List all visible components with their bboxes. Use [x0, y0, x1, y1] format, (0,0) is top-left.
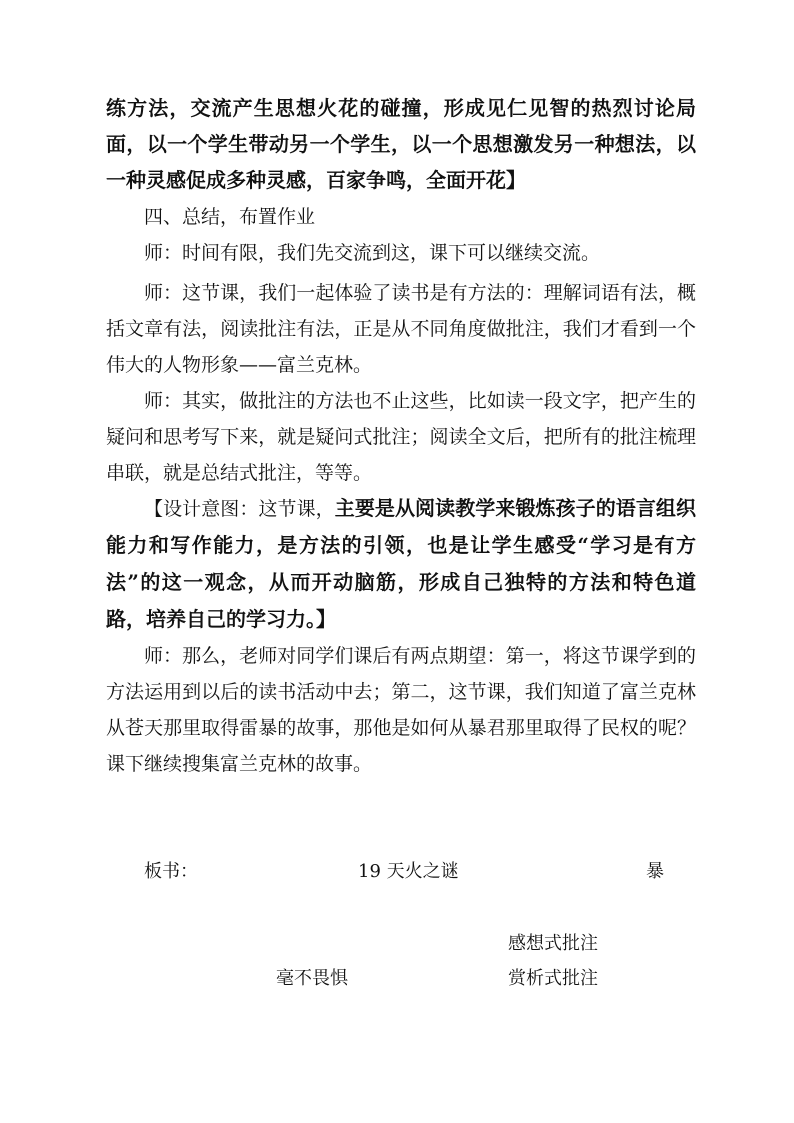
design-intent-body: 主要是从阅读教学来锻炼孩子的语言组织能力和写作能力，是方法的引领，也是让学生感受“学习是有方法”的这一观念，从而开动脑筋，形成自己独特的方法和特色道路，培养自己的学习力。】	[106, 496, 696, 631]
paragraph-teacher-time-limited: 师：时间有限，我们先交流到这，课下可以继续交流。	[144, 242, 601, 264]
board-label: 板书：	[144, 861, 198, 882]
board-note-impression: 感想式批注	[508, 933, 598, 954]
paragraph-teacher-annotation-methods: 师：其实，做批注的方法也不止这些，比如读一段文字，把产生的疑问和思考写下来，就是疑问式批注；阅读全文后，把所有的批注梳理串联，就是总结式批注，等等。	[106, 390, 696, 484]
board-right-char: 暴	[646, 861, 664, 882]
paragraph-teacher-expectations: 师：那么，老师对同学们课后有两点期望：第一，将这节课学到的方法运用到以后的读书活动中去；第二，这节课，我们知道了富兰克林从苍天那里取得雷暴的故事，那他是如何从暴君那里取得了民权的呢？课下继续搜集富兰克林的故事。	[106, 645, 696, 775]
section-heading-summary: 四、总结，布置作业	[144, 206, 316, 228]
paragraph-design-intent-continued: 练方法，交流产生思想火花的碰撞，形成见仁见智的热烈讨论局面，以一个学生带动另一个学生，以一个思想激发另一种想法，以一种灵感促成多种灵感，百家争鸣，全面开花】	[106, 96, 696, 192]
board-note-appreciation: 赏析式批注	[508, 968, 598, 989]
board-left-phrase: 毫不畏惧	[276, 968, 348, 989]
paragraph-teacher-reading-methods: 师：这节课，我们一起体验了读书是有方法的：理解词语有法，概括文章有法，阅读批注有法，正是从不同角度做批注，我们才看到一个伟大的人物形象——富兰克林。	[106, 282, 696, 376]
board-title: 19 天火之谜	[358, 861, 459, 882]
paragraph-design-intent	[106, 490, 696, 638]
design-intent-lead: 【设计意图：这节课，	[144, 498, 335, 520]
